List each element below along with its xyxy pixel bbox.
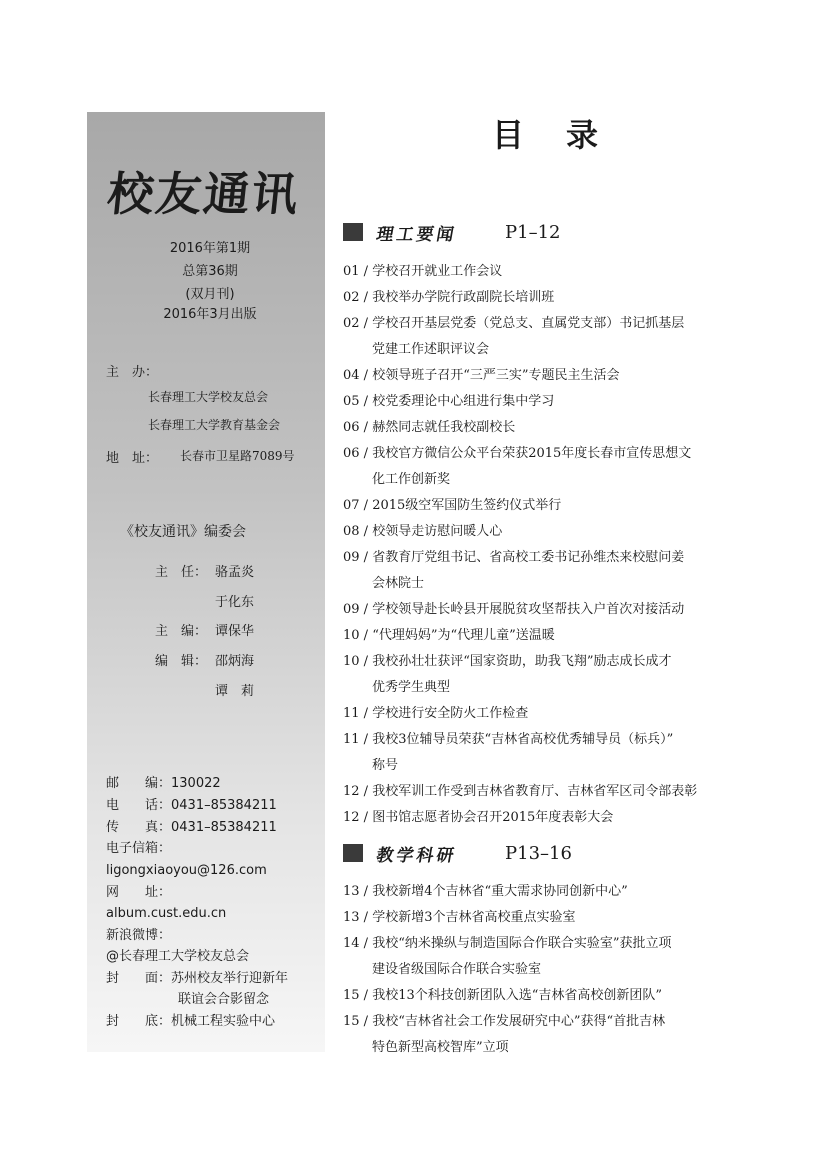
toc-entry-page: 11 (343, 706, 360, 721)
toc-entry-title-cont: 称号 (372, 758, 399, 773)
issue-date: 2016年3月出版 (163, 307, 257, 322)
web-label: 网 址： (106, 885, 172, 900)
toc-entry (343, 415, 743, 441)
toc-entry-title-cont: 建设省级国际合作联合实验室 (372, 962, 542, 977)
toc-entry-title: 学校召开就业工作会议 (372, 264, 503, 279)
toc-entry-title: 省教育厅党组书记、省高校工委书记孙维杰来校慰问姜 (372, 550, 685, 565)
toc-separator: / (359, 264, 373, 279)
postcode-label: 邮 编： (106, 776, 172, 791)
weibo-value: @长春理工大学校友总会 (106, 949, 250, 964)
toc-separator: / (359, 910, 373, 925)
section-header (343, 219, 560, 245)
toc-separator: / (359, 988, 373, 1003)
cover-label: 封 面： (106, 971, 172, 986)
toc-entry-title: 我校13个科技创新团队入选“吉林省高校创新团队” (372, 988, 663, 1003)
address-label: 地 址： (106, 451, 159, 466)
section-square-icon (343, 844, 363, 862)
toc-entry (343, 931, 743, 983)
toc-separator: / (359, 394, 373, 409)
toc-entry-title: 我校孙壮壮获评“国家资助，助我飞翔”励志成长成才 (372, 654, 672, 669)
toc-entry-page: 09 (343, 550, 360, 565)
toc-entry (343, 727, 743, 779)
toc-title (492, 110, 598, 156)
toc-entry-title-cont: 化工作创新奖 (372, 472, 451, 487)
phone-value: 0431–85384211 (171, 798, 277, 813)
toc-entry (343, 597, 743, 623)
committee-member: 骆孟炎 (215, 565, 255, 580)
toc-entry-title: 我校“吉林省社会工作发展研究中心”获得“首批吉林 (372, 1014, 666, 1029)
toc-entry-title: 我校3位辅导员荣获“吉林省高校优秀辅导员（标兵）” (372, 732, 674, 747)
phone-label: 电 话： (106, 798, 172, 813)
toc-entry-page: 09 (343, 602, 360, 617)
toc-entry-page: 02 (343, 290, 360, 305)
section-name: 理工要闻 (374, 224, 459, 245)
toc-entry-title: 校党委理论中心组进行集中学习 (372, 394, 555, 409)
toc-entry (343, 805, 743, 831)
toc-entry-title: 学校新增3个吉林省高校重点实验室 (372, 910, 576, 925)
toc-entry-page: 13 (343, 884, 360, 899)
toc-entry-page: 15 (343, 1014, 360, 1029)
toc-separator: / (359, 550, 373, 565)
issue-total: 总第36期 (182, 264, 238, 279)
toc-entry (343, 545, 743, 597)
contact-postcode (106, 774, 221, 793)
committee-role-label: 编 辑： (155, 654, 208, 669)
toc-separator: / (359, 810, 373, 825)
toc-entry-title: “代理妈妈”为“代理儿童”送温暖 (372, 628, 555, 643)
toc-entry-title: 赫然同志就任我校副校长 (372, 420, 516, 435)
toc-entry-title: 我校新增4个吉林省“重大需求协同创新中心” (372, 884, 628, 899)
toc-separator: / (359, 602, 373, 617)
toc-entry (343, 311, 743, 363)
toc-entry (343, 779, 743, 805)
toc-entry-title: 学校领导赴长岭县开展脱贫攻坚帮扶入户首次对接活动 (372, 602, 685, 617)
toc-title-char: 目 (492, 116, 525, 154)
toc-separator: / (359, 368, 373, 383)
toc-entry (343, 363, 743, 389)
toc-entry-title: 我校官方微信公众平台荣获2015年度长春市宣传思想文 (372, 446, 692, 461)
toc-entry-page: 02 (343, 316, 360, 331)
address-value: 长春市卫星路7089号 (180, 449, 295, 463)
toc-entry (343, 285, 743, 311)
sponsor-label: 主 办： (106, 365, 159, 380)
toc-separator: / (359, 446, 373, 461)
sponsor-org: 长春理工大学教育基金会 (148, 418, 281, 432)
toc-entry (343, 879, 743, 905)
issue-frequency: (双月刊) (185, 287, 235, 302)
toc-entry (343, 389, 743, 415)
toc-entry-title-cont: 优秀学生典型 (372, 680, 451, 695)
toc-separator: / (359, 628, 373, 643)
toc-entry-page: 01 (343, 264, 360, 279)
toc-entry (343, 493, 743, 519)
toc-entry (343, 441, 743, 493)
toc-separator: / (359, 936, 373, 951)
toc-entry-page: 13 (343, 910, 360, 925)
sponsor-org: 长春理工大学校友总会 (148, 390, 269, 404)
toc-entry-title: 学校召开基层党委（党总支、直属党支部）书记抓基层 (372, 316, 685, 331)
cover-caption-line2: 联谊会合影留念 (178, 992, 270, 1007)
toc-entry (343, 905, 743, 931)
committee-member: 谭保华 (215, 624, 255, 639)
toc-separator: / (359, 1014, 373, 1029)
toc-entry-title: 图书馆志愿者协会召开2015年度表彰大会 (372, 810, 614, 825)
committee-member: 谭 莉 (215, 684, 255, 699)
toc-separator: / (359, 498, 373, 513)
toc-entry-page: 04 (343, 368, 360, 383)
contact-phone (106, 796, 277, 815)
web-value: album.cust.edu.cn (106, 906, 227, 921)
toc-entry-page: 06 (343, 420, 360, 435)
toc-entry (343, 701, 743, 727)
toc-entry-page: 05 (343, 394, 360, 409)
toc-entry-page: 12 (343, 784, 360, 799)
weibo-label: 新浪微博： (106, 928, 172, 943)
section-name: 教学科研 (374, 845, 459, 866)
toc-entry-page: 10 (343, 628, 360, 643)
committee-role-label: 主 任： (155, 565, 208, 580)
toc-entry-title: 学校进行安全防火工作检查 (372, 706, 529, 721)
section-square-icon (343, 223, 363, 241)
magazine-title: 校友通讯 (104, 167, 303, 221)
toc-entry-title: 我校军训工作受到吉林省教育厅、吉林省军区司令部表彰 (372, 784, 698, 799)
toc-entry-title: 2015级空军国防生签约仪式举行 (372, 498, 562, 513)
toc-separator: / (359, 316, 373, 331)
toc-separator: / (359, 654, 373, 669)
toc-entry-page: 08 (343, 524, 360, 539)
toc-separator: / (359, 524, 373, 539)
contact-back-cover (106, 1012, 275, 1031)
section-header (343, 840, 572, 866)
toc-entry-page: 12 (343, 810, 360, 825)
toc-separator: / (359, 290, 373, 305)
section-pages: P1–12 (505, 221, 561, 243)
toc-separator: / (359, 706, 373, 721)
toc-entry-title: 校领导走访慰问暖人心 (372, 524, 503, 539)
toc-entry-page: 14 (343, 936, 360, 951)
toc-entry-page: 11 (343, 732, 360, 747)
postcode-value: 130022 (171, 776, 221, 791)
toc-entry (343, 983, 743, 1009)
toc-entry-title: 我校“纳米操纵与制造国际合作联合实验室”获批立项 (372, 936, 672, 951)
toc-entry-title: 我校举办学院行政副院长培训班 (372, 290, 555, 305)
back-cover-caption: 机械工程实验中心 (171, 1014, 276, 1029)
committee-role-label: 主 编： (155, 624, 208, 639)
toc-entry (343, 623, 743, 649)
toc-entry-title: 校领导班子召开“三严三实”专题民主生活会 (372, 368, 620, 383)
toc-title-char: 录 (566, 116, 599, 154)
fax-label: 传 真： (106, 820, 172, 835)
contact-fax (106, 818, 277, 837)
section-pages: P13–16 (505, 842, 572, 864)
toc-separator: / (359, 732, 373, 747)
toc-separator: / (359, 784, 373, 799)
toc-separator: / (359, 420, 373, 435)
committee-member: 邵炳海 (215, 654, 255, 669)
committee-member: 于化东 (215, 595, 255, 610)
contact-cover (106, 969, 288, 988)
cover-caption: 苏州校友举行迎新年 (171, 971, 289, 986)
back-cover-label: 封 底： (106, 1014, 172, 1029)
toc-entry-page: 07 (343, 498, 360, 513)
toc-entry-title-cont: 党建工作述职评议会 (372, 342, 490, 357)
fax-value: 0431–85384211 (171, 820, 277, 835)
toc-entry-page: 06 (343, 446, 360, 461)
toc-entry (343, 259, 743, 285)
toc-entry (343, 1009, 743, 1061)
committee-title: 《校友通讯》编委会 (120, 524, 246, 540)
toc-entry-title-cont: 会林院士 (372, 576, 425, 591)
toc-separator: / (359, 884, 373, 899)
toc-entry (343, 649, 743, 701)
toc-entry (343, 519, 743, 545)
issue-number: 2016年第1期 (169, 241, 251, 256)
email-label: 电子信箱： (106, 841, 172, 856)
toc-entry-title-cont: 特色新型高校智库”立项 (372, 1040, 509, 1055)
toc-entry-page: 15 (343, 988, 360, 1003)
toc-entry-page: 10 (343, 654, 360, 669)
email-value: ligongxiaoyou@126.com (106, 863, 267, 878)
